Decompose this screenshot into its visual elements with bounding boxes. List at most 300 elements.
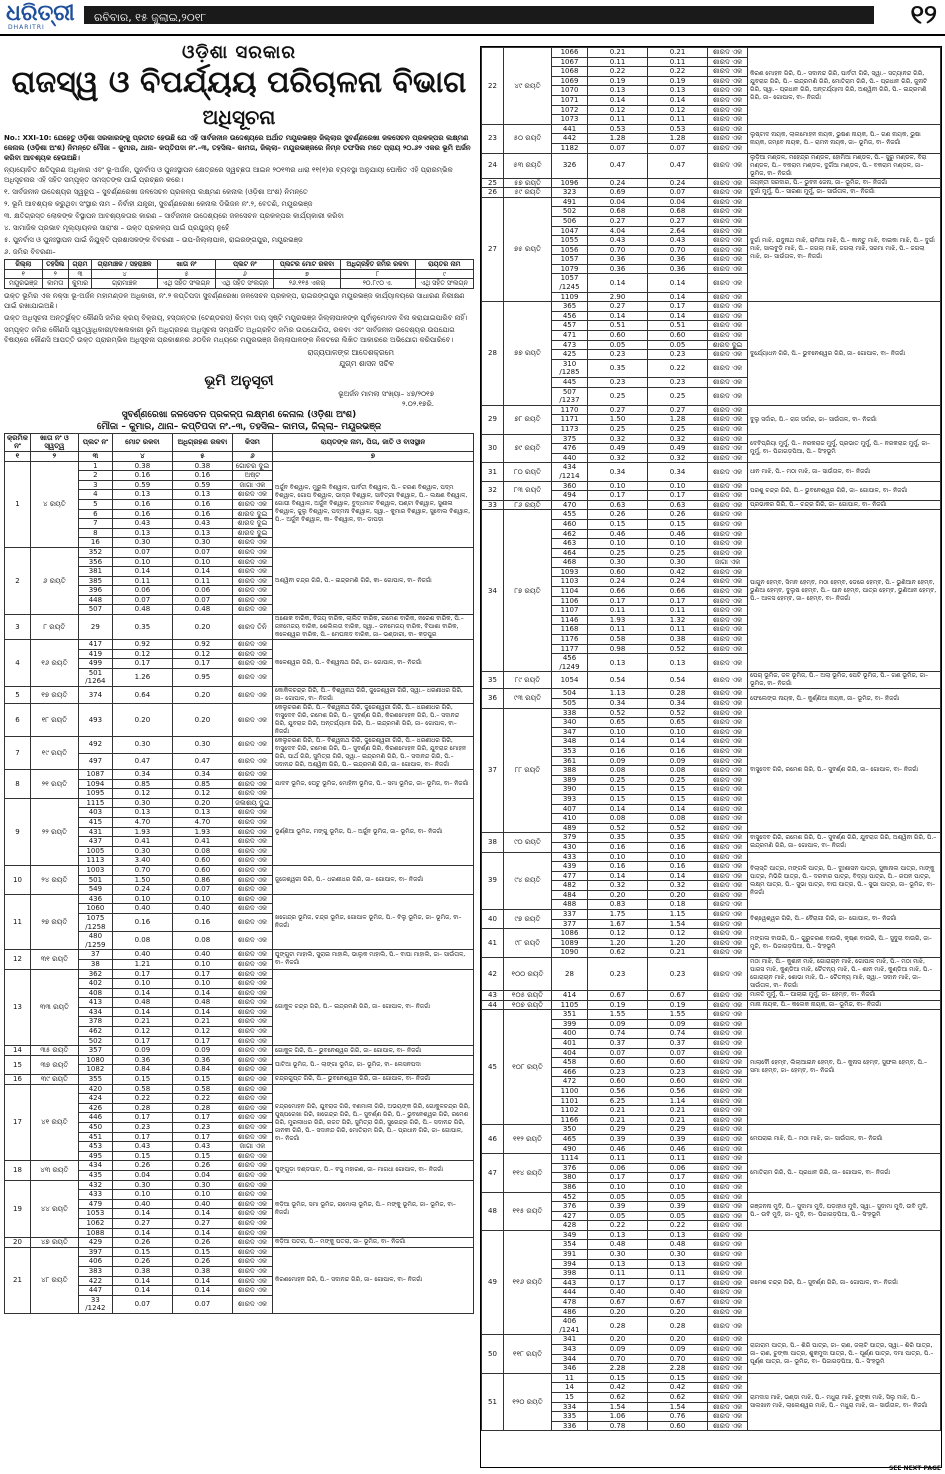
land-class: ଶାରଦ ଏକ [708, 1192, 748, 1202]
land-class: ଶାରଦ ଏକ [232, 1046, 272, 1056]
land-class: ଶାରଦ ଏକ [708, 785, 748, 795]
land-class: ଶାରଦ ଏକ [232, 969, 272, 979]
total-area: 1.54 [588, 1402, 648, 1412]
table-row [482, 188, 941, 198]
total-area: 1.50 [112, 875, 172, 885]
acquired-area: 0.20 [172, 798, 232, 808]
land-class: ଶାରଦ ଏକ [708, 1039, 748, 1049]
acquired-area: 0.41 [172, 837, 232, 847]
acquired-area: 0.08 [172, 846, 232, 856]
acquired-area: 0.59 [172, 480, 232, 490]
total-area: 0.15 [588, 794, 648, 804]
khata-number: ୨୧ ରୟତି [30, 770, 78, 799]
total-area: 0.48 [588, 1240, 648, 1250]
total-area: 0.63 [588, 500, 648, 510]
case-number: ଭୂଅର୍ଜନ ମାମଲା ସଂଖ୍ୟା– ୪୭/୨୦୧୭ [338, 389, 434, 398]
khata-number: ୮୦ ରୟତି [504, 463, 552, 481]
table-row [482, 708, 941, 718]
total-area: 0.60 [588, 331, 648, 341]
total-area: 0.14 [112, 1007, 172, 1017]
plot-number: 351 [552, 1010, 588, 1020]
acquired-area: 0.95 [172, 668, 232, 686]
acquired-area: 0.14 [648, 95, 708, 105]
plot-number: 1101 [552, 1096, 588, 1106]
acquired-area: 0.14 [648, 292, 708, 302]
plot-number: 434 [78, 1007, 112, 1017]
khata-number: ୫୯ ରୟତି [504, 188, 552, 198]
acquired-area: 0.14 [172, 1286, 232, 1296]
acquired-area: 0.42 [648, 1383, 708, 1393]
schedule-index: ୫ [172, 451, 232, 461]
plot-number: 403 [78, 808, 112, 818]
total-area: 0.70 [112, 865, 172, 875]
total-area: 6.25 [588, 1096, 648, 1106]
acquired-area: 0.26 [172, 1161, 232, 1171]
plot-number: 1057 [552, 255, 588, 265]
land-class: ଶାରଦ ଏକ [708, 48, 748, 58]
government-name: ଓଡ଼ିଶା ସରକାର [182, 42, 296, 63]
acquired-area: 0.16 [172, 913, 232, 931]
total-area: 0.07 [588, 1048, 648, 1058]
summary-cell: ଏଥି ସହିତ ସଂଲଗ୍ନ [157, 279, 215, 289]
acquired-area: 0.14 [172, 567, 232, 577]
land-class: ଶାରଦ ତିନି [232, 615, 272, 640]
plot-number: 410 [552, 814, 588, 824]
total-area: 0.56 [588, 1086, 648, 1096]
land-class: ଶାରଦ ଏକ [708, 756, 748, 766]
khata-number: ୪୩ ରୟତି [30, 1161, 78, 1180]
land-class: ଶାରଦ ଏକ [232, 979, 272, 989]
summary-index: ୩ [68, 269, 92, 279]
land-class: ଶାରଦ ଏକ [232, 1247, 272, 1257]
total-area: 0.07 [588, 143, 648, 153]
total-area: 0.84 [112, 1065, 172, 1075]
plot-number: 378 [78, 1017, 112, 1027]
table-row [482, 689, 941, 699]
plot-number: 458 [552, 1058, 588, 1068]
table-row [482, 500, 941, 510]
plot-number: 502 [78, 1036, 112, 1046]
total-area: 0.25 [588, 424, 648, 434]
acquired-area: 1.32 [648, 615, 708, 625]
total-area: 0.15 [588, 1373, 648, 1383]
total-area: 0.20 [588, 890, 648, 900]
land-class: ଶାରଦ ଏକ [708, 1250, 748, 1260]
table-row [5, 865, 474, 875]
khata-number: ୫୭ ରୟତି [504, 178, 552, 188]
total-area: 0.13 [588, 654, 648, 672]
plot-number: 1090 [552, 948, 588, 958]
plot-number: 407 [552, 804, 588, 814]
table-row [482, 929, 941, 939]
acquired-area: 0.28 [648, 1317, 708, 1335]
plot-number: 3 [78, 480, 112, 490]
plot-number: 326 [552, 153, 588, 178]
khata-number: ୩୧ ରୟତି [30, 950, 78, 969]
notice-right-column [480, 46, 942, 1468]
total-area: 0.51 [588, 321, 648, 331]
acquired-area: 0.11 [648, 625, 708, 635]
acquired-area: 0.20 [172, 704, 232, 737]
department-name: ରାଜସ୍ୱ ଓ ବିପର୍ଯ୍ୟୟ ପରିଚାଳନା ବିଭାଗ [11, 65, 467, 100]
acquired-area: 0.07 [648, 143, 708, 153]
total-area: 0.24 [588, 577, 648, 587]
land-class: ଶାରଦ ଏକ [708, 737, 748, 747]
land-class: ଶାରଦ ଏକ [708, 86, 748, 96]
total-area: 0.24 [112, 885, 172, 895]
land-class: ଶାରଦ ଏକ [708, 1202, 748, 1212]
plot-number: 482 [552, 881, 588, 891]
land-class: ଶାରଦ ଏକ [708, 689, 748, 699]
land-class: ଶାରଦ ଏକ [708, 814, 748, 824]
plot-number: 356 [78, 557, 112, 567]
land-class: ଶାରଦ ଏକ [708, 1240, 748, 1250]
plot-number: 442 [552, 134, 588, 144]
khata-number: ୧୧୫ ରୟତି [504, 1192, 552, 1230]
land-class: ଶାରଦ ଏକ [708, 321, 748, 331]
land-class: ଶାରଦ ଏକ [708, 1288, 748, 1298]
acquired-area: 0.16 [172, 509, 232, 519]
land-class: ଶାରଦ ଏକ [708, 124, 748, 134]
plot-number: 406 [78, 1257, 112, 1267]
plot-number: 379 [552, 833, 588, 843]
khata-number: ୪୭ ରୟତି [30, 1238, 78, 1248]
land-class: ଶାରଦ ଏକ [232, 875, 272, 885]
plot-number: 424 [78, 1094, 112, 1104]
owner-details: ଲୁଷ୍ଟାଦ ନାୟକ, ଲାଲମୋହନ ନାୟକ, ଭୁଷଣ ନାୟକ, ପି.– ଗଣ ନାୟକ, ଭୁଷା ନାୟକ, ଜମ୍ବେ ନାୟକ, ପି.– ରାମନ ନାୟକ, ଜା– ଭୂମିଜ, ବା– ନିଜଗାଁ [748, 124, 941, 153]
owner-details: ଘୁଙ୍ଗୁଟା ମାହାଲି, ସୁରାଇ ମାହାଲି, ଭାଲୁକ ମାହାଲି, ପି.– ବାଘା ମାହାଲି, ଜା– ସାଉଁତାଳ, ବା– ନିଜଗାଁ [272, 950, 473, 969]
serial-number: 20 [5, 1238, 31, 1248]
land-class: ଶାରଦ ଏକ [708, 577, 748, 587]
plot-number: 1095 [78, 789, 112, 799]
total-area: 0.60 [588, 1077, 648, 1087]
total-area: 0.34 [588, 699, 648, 709]
total-area: 0.06 [588, 1163, 648, 1173]
total-area: 0.22 [112, 1094, 172, 1104]
land-class: ଶାରଦ ଏକ [232, 1209, 272, 1219]
khata-number: ୧୧୬ ରୟତି [504, 1230, 552, 1335]
total-area: 0.83 [588, 900, 648, 910]
plot-number: 6 [78, 509, 112, 519]
land-class: ଶାରଦ ଏକ [708, 188, 748, 198]
owner-details: ଗୋକୁଳ ଗିରି, ପି.– ଭୁବନେଶ୍ୱର ଗିରି, ଜା– ଗୋପାଳ, ବା– ନିଜଗାଁ [272, 1046, 473, 1056]
plot-number: 360 [552, 481, 588, 491]
owner-details: ଲୁଡ଼ିଆ ମଣ୍ଡଳ, ମହେନ୍ଦ୍ର ମଣ୍ଡଳ, ହୋମିଆ ମଣ୍ଡଳ, ପି.– ସୁରୁ ମଣ୍ଡଳ, ବିରା ମଣ୍ଡଳ, ପି.– ବକରାମ ମଣ୍ଡଳ, ଦୁର୍ଗିଆ ମଣ୍ଡଳ, ପି.– ବକରାମ ମଣ୍ଡଳ, ଜା– ଭୂମିଜ, ବା– ନିଜଗାଁ [748, 153, 941, 178]
total-area: 0.34 [588, 463, 648, 481]
acquired-area: 0.24 [648, 577, 708, 587]
plot-number: 1071 [552, 95, 588, 105]
serial-number: 39 [482, 852, 504, 910]
acquired-area: 0.28 [648, 689, 708, 699]
owner-details: ଅଶୋକ ବାରିକ, ବିଜୟ ବାରିକ, ଲାଲିତ ବାରିକ, ରମେଶ ବାରିକ, ନରେଶ ବାରିକ, ପି.– ଜନମେଜୟ ବାରିକ, ଶେଲିଲତା ବାରିକ, ସ୍ୱା.– ଜନମେଜୟ ବାରିକ, ବିପାଶା ବାରିକ, କଳେଶ୍ୱର ବାରିକ, ପି.– ମେଘନାଦ ବାରିକ, ଜା– ଭଣ୍ଡାରୀ, ବା– କଡ଼ପୁର [272, 615, 473, 640]
land-class: ଶାରଦ ଏକ [708, 1278, 748, 1288]
total-area: 0.11 [112, 576, 172, 586]
land-class: ଶାରଦ ଏକ [232, 1055, 272, 1065]
land-class: ଶାରଦ ଏକ [708, 991, 748, 1001]
land-class: ଶାରଦ ଏକ [708, 1269, 748, 1279]
acquired-area: 0.07 [648, 1048, 708, 1058]
total-area: 0.30 [112, 798, 172, 808]
khata-number: ୯୩ ରୟତି [504, 689, 552, 708]
acquired-area: 0.10 [648, 727, 708, 737]
total-area: 0.05 [588, 1192, 648, 1202]
total-area: 0.22 [588, 1221, 648, 1231]
land-class: ଶାରଦ ଏକ [232, 818, 272, 828]
land-class: ଶାରଦ ଏକ [708, 500, 748, 510]
total-area: 0.43 [112, 519, 172, 529]
total-area: 0.15 [112, 1075, 172, 1085]
total-area: 0.21 [588, 1106, 648, 1116]
land-class: ଶାରଦ ଏକ [708, 292, 748, 302]
total-area: 0.49 [588, 444, 648, 454]
plot-number: 33 /1242 [78, 1295, 112, 1313]
khata-number: ୪୧ ରୟତି [30, 1084, 78, 1161]
summary-index: ୫ [157, 269, 215, 279]
land-class: ଶାରଦ ଏକ [232, 904, 272, 914]
total-area: 0.10 [112, 557, 172, 567]
total-area: 4.04 [588, 226, 648, 236]
newspaper-logo: ଧରିତ୍ରୀ DHARITRI [6, 0, 75, 31]
land-class: ଶାରଦ ଏକ [708, 311, 748, 321]
owner-details: ଦୁର୍ଯ୍ୟୋଧନ ଗିରି, ପି.– ଭୁବନେଶ୍ୱର ଗିରି, ଜା– ଗୋପାଳ, ବା– ନିଜଗାଁ [748, 302, 941, 406]
land-class: ଶାରଦ ଏକ [232, 1075, 272, 1085]
table-row [5, 704, 474, 737]
total-area: 0.67 [588, 1298, 648, 1308]
acquired-area: 0.23 [172, 1123, 232, 1133]
total-area: 0.14 [588, 95, 648, 105]
plot-number: 383 [78, 1266, 112, 1276]
plot-number: 434 /1214 [552, 463, 588, 481]
khata-number: ୧୧୨ ରୟତି [504, 1125, 552, 1154]
serial-number: 29 [482, 405, 504, 434]
plot-number: 28 [552, 958, 588, 991]
total-area: 0.30 [112, 1180, 172, 1190]
plot-number: 1055 [552, 236, 588, 246]
land-class: ଶାରଦ ଏକ [232, 1103, 272, 1113]
acquired-area: 0.34 [648, 699, 708, 709]
land-class: ଶାରଦ ଏକ [232, 1123, 272, 1133]
khata-number: ୭୯ ରୟତି [504, 434, 552, 463]
owner-details: ବାସୁଦେବ ଗିରି, ରମେଶ ଗିରି, ପି.– ସୁବର୍ଣ୍ଣ ଗିରି, ଜା– ଗୋପାଳ, ବା– ନିଜଗାଁ [748, 708, 941, 833]
serial-number: 2 [5, 547, 31, 614]
khata-number: ୭୫ ରୟତି [504, 197, 552, 302]
plot-number: 355 [78, 1075, 112, 1085]
serial-number: 1 [5, 461, 31, 547]
land-class: ଶାରଦ ଏକ [708, 434, 748, 444]
acquired-area: 0.25 [648, 424, 708, 434]
plot-number: 1005 [78, 846, 112, 856]
land-class: ଶାରଦ ଏକ [708, 1067, 748, 1077]
plot-number: 1089 [552, 938, 588, 948]
plot-number: 413 [78, 998, 112, 1008]
notice-point: ୪. ସାମାଜିକ ପ୍ରଭାବ ମୂଲ୍ୟାୟନର ସାରାଂଶ – ଉକ୍ତ ପ୍ରକଳ୍ପ ପାଇଁ ପ୍ରଯୁଜ୍ୟ ନୁହେଁ [4, 224, 230, 232]
acquired-area: 0.54 [648, 672, 708, 689]
serial-number: 37 [482, 708, 504, 833]
summary-index: ୯ [415, 269, 473, 279]
land-class: ଶାରଦ ଏକ [232, 490, 272, 500]
plot-number: 464 [552, 548, 588, 558]
land-class: ଶାରଦ ଏକ [708, 606, 748, 616]
serial-number: 23 [482, 124, 504, 153]
land-class: ଶାରଦ ଏକ [708, 236, 748, 246]
plot-number: 1075 /1258 [78, 913, 112, 931]
total-area: 0.14 [588, 311, 648, 321]
plot-number: 2 [78, 471, 112, 481]
total-area: 0.13 [112, 808, 172, 818]
plot-number: 388 [552, 766, 588, 776]
owner-details: ରାମଦାସ ମାଝି, ଭଣ୍ଡା ମାଝି, ପି.– ମଧୁରା ମାଝି, ଚୁଙ୍କା ମାଝି, ସିଲୁ ମାଝି, ପି.– ସାଲଖାନ ମାଝି, ଲାଲେଶ୍ୱର ମାଝି, ପି.– ମଧୁରା ମାଝି, ଜା– ସାଉଁତାଳ, ବା– ନିଜଗାଁ [748, 1373, 941, 1431]
acquired-area: 0.60 [172, 856, 232, 866]
total-area: 0.15 [112, 1247, 172, 1257]
total-area: 0.16 [112, 499, 172, 509]
plot-number: 357 [78, 1046, 112, 1056]
plot-number: 489 [552, 823, 588, 833]
total-area: 0.14 [112, 988, 172, 998]
khata-number: ୨୨ ରୟତି [30, 798, 78, 865]
land-class: ଅଷ୍ଟ [232, 471, 272, 481]
table-row [5, 950, 474, 960]
notice-para-4: ଉକ୍ତ ଅଧିସୂଚନା ଅନ୍ତର୍ଭୁକ୍ତ କୌଣସି ଜମିର କ୍ରୟ ବିକ୍ରୟ, ହସ୍ତାନ୍ତର (ଟେଣ୍ଡରସ) କିମ୍ବା ଦାୟ ସୃଷ୍ଟି ମୟୂରଭଞ୍ଜ ଜିଲ୍ଲାପାଳଙ୍କ ପୂର୍ବାନୁମୋଦନ ବିନା କରାଯାଇପାରିବ ନାହିଁ। [4, 313, 468, 322]
serial-number: 16 [5, 1075, 31, 1085]
table-row [482, 1192, 941, 1202]
plot-number: 11 [552, 1373, 588, 1383]
total-area: 0.26 [112, 1238, 172, 1248]
summary-index: ୪ [92, 269, 158, 279]
total-area: 0.17 [588, 1173, 648, 1183]
owner-details: ଘାଟିଆ ଭୂମିଜ, ପି.– ଲାଙ୍ଗା ଭୂମିଜ, ଜା– ଭୂମିଜ, ବା– ଲେସନପଦା [272, 1055, 473, 1074]
plot-number: 1069 [552, 76, 588, 86]
plot-number: 399 [552, 1019, 588, 1029]
plot-number: 1176 [552, 635, 588, 645]
land-class: ଶାରଦ ଏକ [708, 938, 748, 948]
table-row [482, 178, 941, 188]
table-row [5, 640, 474, 650]
acquired-area: 0.70 [648, 245, 708, 255]
acquired-area: 0.10 [648, 481, 708, 491]
serial-number: 18 [5, 1161, 31, 1180]
acquired-area: 0.56 [648, 1086, 708, 1096]
acquired-area: 0.10 [648, 852, 708, 862]
total-area: 0.70 [588, 245, 648, 255]
serial-number: 7 [5, 737, 31, 770]
table-row [5, 1046, 474, 1056]
acquired-area: 0.07 [648, 188, 708, 198]
total-area: 0.14 [112, 1228, 172, 1238]
acquired-area: 0.47 [172, 753, 232, 770]
total-area: 0.27 [588, 405, 648, 415]
plot-number: 380 [552, 1173, 588, 1183]
total-area: 0.35 [588, 359, 648, 377]
total-area: 0.98 [588, 644, 648, 654]
owner-details: ବିଲାସ୍ତି ପାତ୍ର, ମଙ୍ଗଳି ପାତ୍ର, ପି.– ଦୁଃଶାସନ ପାତ୍ର, ସୁକାନାଲ ପାତ୍ର, ମାଙ୍କୁ ପାତ୍ର, ମିଭିଜି ପାତ୍ର, ପି.– ଦରବାର ପାତ୍ର, ବିଦ୍ୟା ପାତ୍ର, ପି.– ରଘନ ପାତ୍ର, ଲକ୍ଷ୍ମ ପାତ୍ର, ପି.– ସୁଭା ପାତ୍ର, ବାଘ ପାତ୍ର, ପି.– ସୁଭା ପାତ୍ର, ଜା– ଭୂମିଜ, ବା– ନିଜଗାଁ [748, 852, 941, 910]
plot-number: 457 [552, 321, 588, 331]
land-class: ଶାରଦ ଏକ [232, 1065, 272, 1075]
acquired-area: 0.60 [648, 1421, 708, 1431]
owner-details: ଘୁଙ୍ଗୁଡ଼ା ଦଣ୍ଡପାଟ, ପି.– ବସୁ ମହାରଣ, ଜା– ମାଗଧା ଗୋପାଳ, ବା– ନିଜଗାଁ [272, 1161, 473, 1180]
total-area: 0.19 [588, 1000, 648, 1010]
acquired-area: 0.07 [172, 595, 232, 605]
plot-number: 472 [552, 1077, 588, 1087]
acquired-area: 0.67 [648, 991, 708, 1001]
acquired-area: 0.60 [648, 1058, 708, 1068]
acquired-area: 0.13 [648, 1259, 708, 1269]
total-area: 0.16 [588, 746, 648, 756]
plot-number: 444 [552, 1288, 588, 1298]
land-class: ଶାରଦ ଏକ [708, 1086, 748, 1096]
owner-details: ମଠା ମାଝି, ପି.– କୁଶାନ ମାଝି, ଗୋରାଚାନ ମାଝି, ଗୋପାଳ ମାଝି, ପି.– ମଠା ମାଝି, ପାରସ ମାଝି, କୁଣ୍ଡିଆ ମାଝି, ଚୈତନ୍ୟ ମାଝି, ପି.– ଶାନ ମାଝି, କୁଣ୍ଡିଆ ମାଝି, ପି.– ଗୋରାଚାନ ମାଝି, ଶୋଭା ମାଝି, ପି.– ଚୈତନ୍ୟ ମାଝି, ସ୍ୱା.– ସଦାନ ମାଝି, ଜା– ସାଉଁତାଳ, ବା– ନିଜଗାଁ [748, 958, 941, 991]
land-class: ଶାରଦ ଏକ [232, 1228, 272, 1238]
total-area: 0.12 [112, 789, 172, 799]
total-area: 0.16 [588, 862, 648, 872]
land-class: ଶାରଦ ଏକ [708, 766, 748, 776]
total-area: 2.90 [588, 292, 648, 302]
land-class: ଶାରଦ ଏକ [708, 491, 748, 501]
serial-number: 31 [482, 463, 504, 481]
date-bar [84, 6, 874, 24]
total-area: 0.09 [588, 1345, 648, 1355]
plot-number: 1114 [552, 1154, 588, 1164]
plot-number: 1115 [78, 798, 112, 808]
owner-details: ଦୁଲୁ ସର୍ଦ୍ଦାର, ପି.– ରାଜ ସର୍ଦ୍ଦାର, ଜା– ସାଉଁତାଳ, ବା– ନିଜଗାଁ [748, 405, 941, 434]
owner-details: ପରଶୁ ଚନ୍ଦ୍ର ଗିରି, ପି.– ଭୁବନେଶ୍ୱର ଗିରି, ଜା– ଗୋପାଳ, ବା– ନିଜଗାଁ [748, 481, 941, 500]
total-area: 0.17 [112, 1113, 172, 1123]
khata-number: ୪୮ ରୟତି [30, 1247, 78, 1313]
land-class: ଶାରଦ ଏକ [708, 1211, 748, 1221]
serial-number: 51 [482, 1373, 504, 1431]
plot-number: 398 [552, 1269, 588, 1279]
plot-number: 1062 [78, 1218, 112, 1228]
table-row [482, 1335, 941, 1345]
acquired-area: 0.43 [172, 1142, 232, 1152]
acquired-area: 0.62 [648, 1392, 708, 1402]
issue-date: ରବିବାର, ୧୫ ଜୁଲାଇ,୨୦୧୮ [94, 11, 207, 24]
acquired-area: 1.28 [648, 134, 708, 144]
land-class: ଜାଗା ଏକ [708, 558, 748, 568]
plot-number: 401 [552, 1039, 588, 1049]
plot-number: 434 [78, 1161, 112, 1171]
table-row [5, 687, 474, 704]
acquired-area: 0.32 [648, 881, 708, 891]
plot-number: 1182 [552, 143, 588, 153]
plot-number: 350 [552, 1125, 588, 1135]
serial-number: 4 [5, 640, 31, 687]
plot-number: 394 [552, 1259, 588, 1269]
serial-number: 5 [5, 687, 31, 704]
land-class: ଶାରଦ ଏକ [708, 548, 748, 558]
acquired-area: 0.29 [648, 1125, 708, 1135]
land-class: ଶାରଦ ଏକ [708, 197, 748, 207]
total-area: 0.14 [588, 737, 648, 747]
plot-number: 361 [552, 756, 588, 766]
total-area: 0.85 [112, 779, 172, 789]
owner-details: ଦୁର୍ଗା ମୁର୍ମୁ, ପି.– ସାରଣା ମୁର୍ମୁ, ଜା– ସାଉଁତାଳ, ବା– ନିଜଗାଁ [748, 188, 941, 198]
plot-number: 1 [78, 461, 112, 471]
total-area: 0.07 [112, 1295, 172, 1313]
summary-index: ୮ [340, 269, 415, 279]
plot-number: 1057 /1245 [552, 274, 588, 292]
acquired-area: 0.63 [648, 500, 708, 510]
total-area: 0.15 [112, 1151, 172, 1161]
acquired-area: 0.47 [648, 153, 708, 178]
serial-number: 13 [5, 969, 31, 1046]
acquired-area: 0.40 [648, 1288, 708, 1298]
land-class: ଶାରଦ ଏକ [708, 95, 748, 105]
plot-number: 452 [552, 1192, 588, 1202]
plot-number: 29 [78, 615, 112, 640]
total-area: 1.75 [588, 910, 648, 920]
land-class: ଶାରଦ ଏକ [708, 1335, 748, 1345]
plot-number: 5 [78, 499, 112, 509]
